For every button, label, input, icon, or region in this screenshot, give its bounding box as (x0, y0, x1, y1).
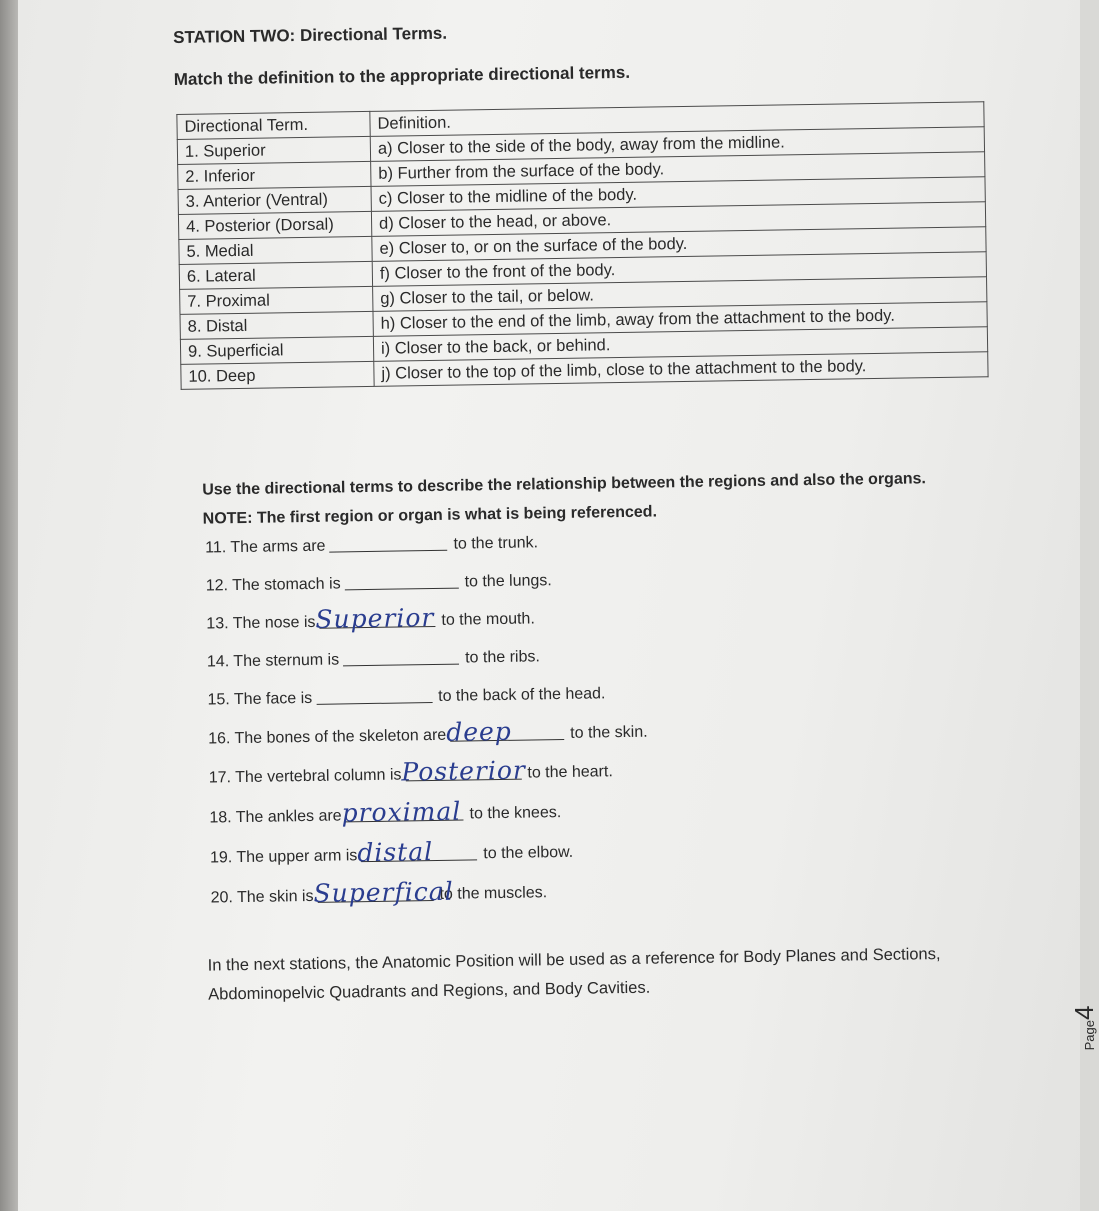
question-suffix: to the elbow. (483, 843, 574, 863)
definition-cell: e) Closer to, or on the surface of the body. (372, 227, 986, 262)
term-cell: 9. Superficial (180, 336, 373, 364)
question-prefix: 11. The arms are (205, 537, 326, 557)
definition-cell: c) Closer to the midline of the body. (371, 177, 985, 212)
definition-cell: g) Closer to the tail, or below. (373, 277, 987, 312)
question-prefix: 19. The upper arm is (209, 847, 358, 867)
question-12 (206, 570, 552, 595)
question-suffix: to the knees. (469, 803, 562, 823)
question-suffix: to the lungs. (464, 572, 552, 591)
answer-blank[interactable] (316, 686, 432, 705)
term-cell: 4. Posterior (Dorsal) (178, 211, 371, 239)
question-19 (209, 837, 574, 868)
question-prefix: 15. The face is (207, 689, 313, 709)
definition-cell: j) Closer to the top of the limb, close to the attachment to the body. (374, 352, 988, 387)
column-header-term: Directional Term. (177, 111, 370, 139)
question-prefix: 16. The bones of the skeleton are (208, 726, 447, 748)
term-cell: 10. Deep (181, 361, 374, 389)
page-number-value: 4 (1069, 1005, 1099, 1021)
term-cell: 8. Distal (180, 311, 373, 339)
page-number (1041, 1000, 1097, 1056)
handwritten-answer: distal (357, 837, 434, 868)
footer-note: In the next stations, the Anatomic Position will be used as a reference for Body Planes and Sections, Abdominopelvic Quadrants and Regions, and Body Cavities. (207, 945, 941, 1004)
question-suffix: to the muscles. (439, 884, 548, 903)
term-cell: 6. Lateral (179, 261, 372, 289)
question-suffix: to the trunk. (453, 534, 539, 553)
answer-blank[interactable] (343, 648, 459, 667)
definition-cell: h) Closer to the end of the limb, away from the attachment to the body. (373, 302, 987, 337)
handwritten-answer: deep (445, 716, 513, 747)
answer-blank[interactable] (313, 876, 454, 908)
paper-edge (0, 0, 18, 1211)
handwritten-answer: proximal (341, 796, 462, 828)
definition-cell: d) Closer to the head, or above. (371, 202, 985, 237)
directional-terms-table (176, 101, 988, 390)
column-header-definition: Definition. (370, 102, 984, 137)
answer-blank[interactable] (329, 534, 447, 553)
page-content (173, 15, 993, 1004)
question-prefix: 20. The skin is (210, 887, 314, 907)
question-17 (208, 755, 613, 787)
term-cell: 5. Medial (179, 236, 372, 264)
definition-cell: f) Closer to the front of the body. (372, 252, 986, 287)
question-suffix: to the skin. (570, 723, 648, 742)
instructions-text: Use the directional terms to describe the relationship between the regions and also the organs. NOTE: The first region or organ is what is being referenced. (202, 470, 927, 528)
question-suffix: to the ribs. (465, 648, 540, 667)
station-title: STATION TWO: Directional Terms. (173, 23, 448, 47)
definition-cell: i) Closer to the back, or behind. (373, 327, 987, 362)
answer-blank[interactable] (344, 572, 458, 591)
question-prefix: 13. The nose is (206, 613, 316, 633)
question-20 (210, 876, 548, 908)
term-cell: 1. Superior (177, 136, 370, 164)
answer-blank[interactable] (315, 602, 435, 634)
answer-blank[interactable] (341, 796, 463, 828)
question-prefix: 14. The sternum is (206, 651, 340, 671)
definition-cell: a) Closer to the side of the body, away from the midline. (370, 127, 984, 162)
question-18 (209, 796, 562, 828)
answer-blank[interactable] (401, 755, 527, 787)
term-cell: 3. Anterior (Ventral) (178, 186, 371, 214)
question-16 (208, 716, 648, 749)
question-14 (207, 646, 540, 671)
handwritten-answer: Superior (315, 602, 435, 634)
page-label: Page (1082, 1020, 1097, 1051)
handwritten-answer: Posterior (401, 755, 527, 787)
worksheet-page (18, 0, 1099, 1211)
term-cell: 7. Proximal (180, 286, 373, 314)
term-cell: 2. Inferior (178, 161, 371, 189)
question-prefix: 12. The stomach is (205, 575, 341, 595)
handwritten-answer: Superfical (313, 876, 454, 908)
question-11 (205, 532, 538, 557)
question-suffix: to the back of the head. (438, 685, 606, 705)
answer-blank[interactable] (445, 716, 564, 747)
question-prefix: 18. The ankles are (209, 807, 342, 827)
question-suffix: to the mouth. (441, 610, 535, 629)
question-suffix: to the heart. (527, 763, 613, 782)
question-prefix: 17. The vertebral column is (208, 766, 402, 787)
question-15 (207, 683, 605, 709)
question-13 (206, 602, 535, 634)
match-instruction: Match the definition to the appropriate directional terms. (173, 62, 631, 89)
answer-blank[interactable] (357, 837, 477, 868)
definition-cell: b) Further from the surface of the body. (371, 152, 985, 187)
